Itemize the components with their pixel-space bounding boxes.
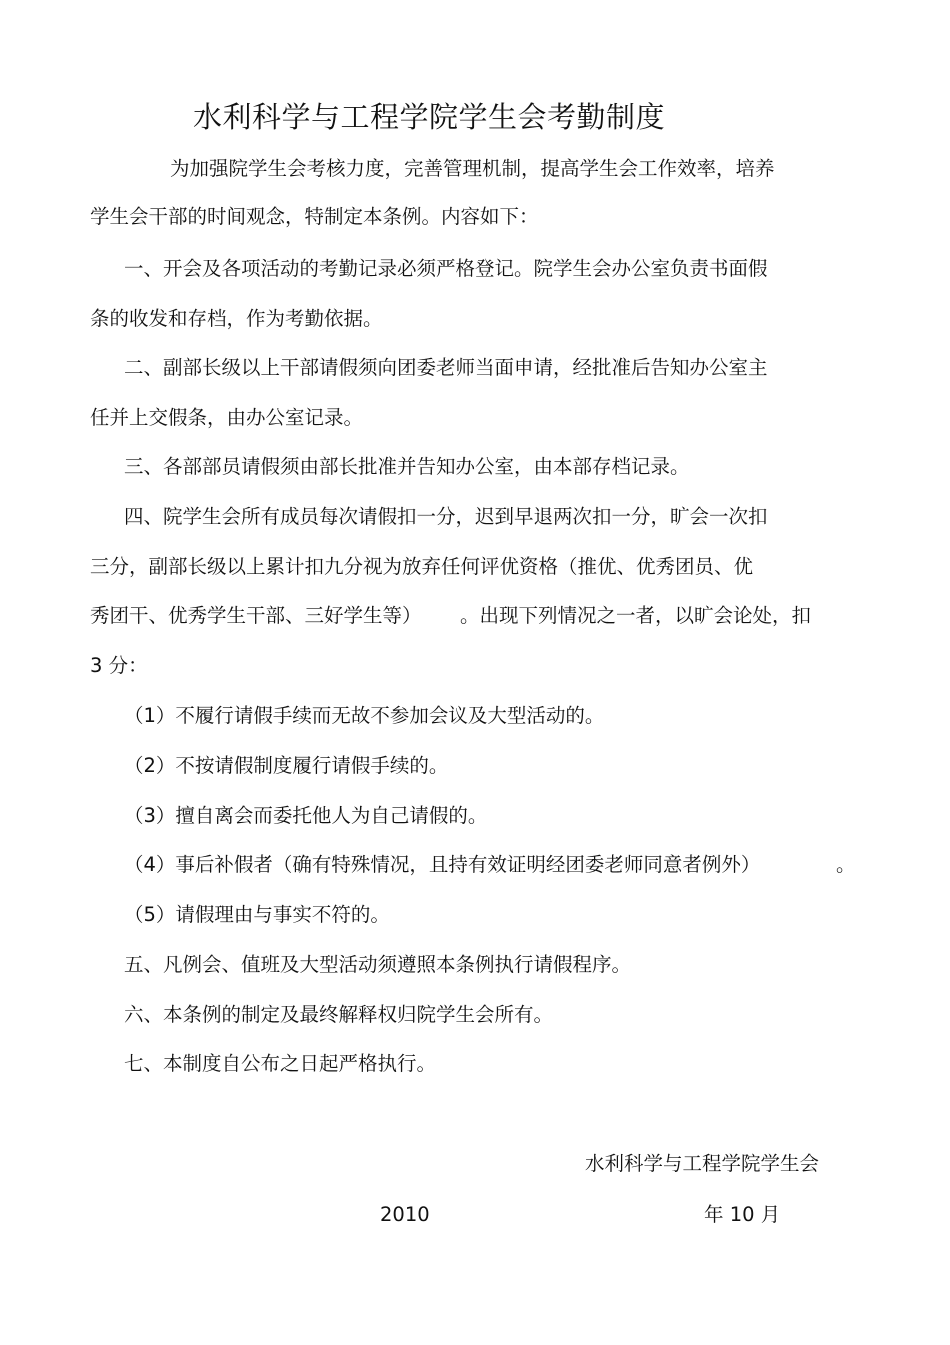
list-item-4-period: 。 [836,853,856,876]
article-4-line-3-part-1: 秀团干、优秀学生干部、三好学生等） [90,604,422,627]
intro-line-1: 为加强院学生会考核力度，完善管理机制，提高学生会工作效率，培养 [170,157,775,180]
article-7-line-1: 七、本制度自公布之日起严格执行。 [124,1052,437,1075]
document-title: 水利科学与工程学院学生会考勤制度 [193,100,666,134]
list-item-2: （2）不按请假制度履行请假手续的。 [124,754,449,777]
article-2-line-2: 任并上交假条，由办公室记录。 [90,406,364,429]
article-1-line-1: 一、开会及各项活动的考勤记录必须严格登记。院学生会办公室负责书面假 [124,257,768,280]
article-4-line-1: 四、院学生会所有成员每次请假扣一分，迟到早退两次扣一分，旷会一次扣 [124,505,768,528]
article-1-line-2: 条的收发和存档，作为考勤依据。 [90,307,383,330]
article-4-line-3-part-2: 。出现下列情况之一者，以旷会论处，扣 [460,604,812,627]
signature-organization: 水利科学与工程学院学生会 [585,1152,820,1175]
article-3-line-1: 三、各部部员请假须由部长批准并告知办公室，由本部存档记录。 [124,455,690,478]
article-2-line-1: 二、副部长级以上干部请假须向团委老师当面申请，经批准后告知办公室主 [124,356,768,379]
list-item-5: （5）请假理由与事实不符的。 [124,903,390,926]
article-4-line-4: 3 分： [90,654,148,677]
list-item-1: （1）不履行请假手续而无故不参加会议及大型活动的。 [124,704,605,727]
signature-year: 2010 [380,1203,430,1226]
article-5-line-1: 五、凡例会、值班及大型活动须遵照本条例执行请假程序。 [124,953,632,976]
article-4-line-2: 三分，副部长级以上累计扣九分视为放弃任何评优资格（推优、优秀团员、优 [90,555,754,578]
signature-month: 年 10 月 [704,1203,781,1226]
intro-line-2: 学生会干部的时间观念，特制定本条例。内容如下： [90,205,539,228]
list-item-3: （3）擅自离会而委托他人为自己请假的。 [124,804,488,827]
article-6-line-1: 六、本条例的制定及最终解释权归院学生会所有。 [124,1003,554,1026]
list-item-4: （4）事后补假者（确有特殊情况，且持有效证明经团委老师同意者例外） [124,853,761,876]
